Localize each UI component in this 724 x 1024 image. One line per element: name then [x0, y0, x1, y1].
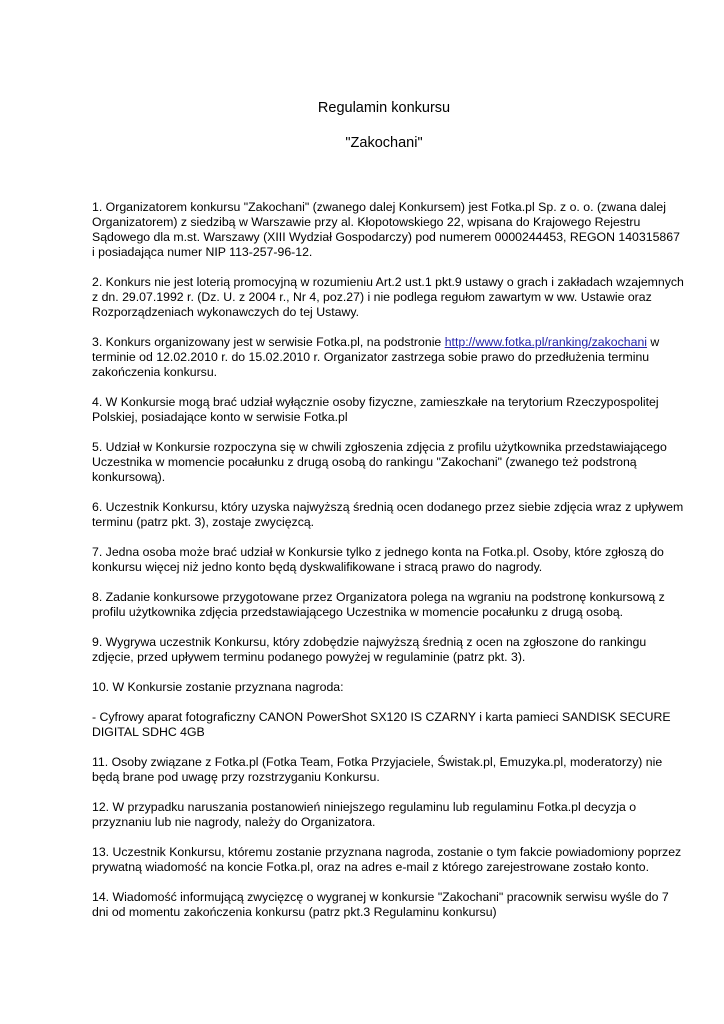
rule-3-text-before: 3. Konkurs organizowany jest w serwisie Fotka.pl, na podstronie	[92, 335, 445, 349]
rule-paragraph-3	[92, 335, 684, 380]
rule-3-text-after: w terminie od 12.02.2010 r. do 15.02.2010 r. Organizator zastrzega sobie prawo do przedłużenia terminu zakończenia konkursu.	[92, 335, 660, 379]
rule-paragraph-11: 11. Osoby związane z Fotka.pl (Fotka Team, Fotka Przyjaciele, Świstak.pl, Emuzyka.pl, moderatorzy) nie będą brane pod uwagę przy rozstrzyganiu Konkursu.	[92, 755, 663, 784]
contest-page-link[interactable]: http://www.fotka.pl/ranking/zakochani	[444, 335, 648, 349]
rule-paragraph-14: 14. Wiadomość informującą zwycięzcę o wygranej w konkursie "Zakochani" pracownik serwisu wyśle do 7 dni od momentu zakończenia konkursu (patrz pkt.3 Regulaminu konkursu)	[92, 890, 669, 919]
rule-paragraph-2: 2. Konkurs nie jest loterią promocyjną w rozumieniu Art.2 ust.1 pkt.9 ustawy o grach i zakładach wzajemnych z dn. 29.07.1992 r. (Dz. U. z 2004 r., Nr 4, poz.27) i nie podlega regułom zawartym w ww. Ustawie oraz Rozporządzeniach wykonawczych do tej Ustawy.	[92, 275, 684, 319]
rule-paragraph-6: 6. Uczestnik Konkursu, który uzyska najwyższą średnią ocen dodanego przez siebie zdjęcia wraz z upływem terminu (patrz pkt. 3), zostaje zwycięzcą.	[92, 500, 684, 529]
rule-paragraph-12: 12. W przypadku naruszania postanowień niniejszego regulaminu lub regulaminu Fotka.pl decyzja o przyznaniu lub nie nagrody, należy do Organizatora.	[92, 800, 637, 829]
rules-list	[92, 200, 684, 935]
rule-paragraph-5: 5. Udział w Konkursie rozpoczyna się w chwili zgłoszenia zdjęcia z profilu użytkownika przedstawiającego Uczestnika w momencie pocałunku z drugą osobą do rankingu "Zakochani" (zwanego też podstroną konkursową).	[92, 440, 667, 484]
document-subtitle: "Zakochani"	[345, 135, 423, 151]
prize-description: - Cyfrowy aparat fotograficzny CANON PowerShot SX120 IS CZARNY i karta pamieci SANDISK SECURE DIGITAL SDHC 4GB	[92, 710, 671, 739]
rule-paragraph-4: 4. W Konkursie mogą brać udział wyłącznie osoby fizyczne, zamieszkałe na terytorium Rzeczypospolitej Polskiej, posiadające konto w serwisie Fotka.pl	[92, 395, 659, 424]
rule-paragraph-8: 8. Zadanie konkursowe przygotowane przez Organizatora polega na wgraniu na podstronę konkursową z profilu użytkownika zdjęcia przedstawiającego Uczestnika w momencie pocałunku z drugą osobą.	[92, 590, 665, 619]
rule-paragraph-9: 9. Wygrywa uczestnik Konkursu, który zdobędzie najwyższą średnią z ocen na zgłoszone do rankingu zdjęcie, przed upływem terminu podanego powyżej w regulaminie (patrz pkt. 3).	[92, 635, 647, 664]
rule-paragraph-10: 10. W Konkursie zostanie przyznana nagroda:	[92, 680, 344, 694]
document-title: Regulamin konkursu	[317, 100, 451, 116]
rule-paragraph-13: 13. Uczestnik Konkursu, któremu zostanie przyznana nagroda, zostanie o tym fakcie powiadomiony poprzez prywatną wiadomość na koncie Fotka.pl, oraz na adres e-mail z którego zarejestrowane zostało konto.	[92, 845, 682, 874]
rule-paragraph-7: 7. Jedna osoba może brać udział w Konkursie tylko z jednego konta na Fotka.pl. Osoby, które zgłoszą do konkursu więcej niż jedno konto będą dyskwalifikowane i stracą prawo do nagrody.	[92, 545, 664, 574]
rule-paragraph-1: 1. Organizatorem konkursu "Zakochani" (zwanego dalej Konkursem) jest Fotka.pl Sp. z o. o. (zwana dalej Organizatorem) z siedzibą w Warszawie przy al. Kłopotowskiego 22, wpisana do Krajowego Rejestru Sądowego dla m.st. Warszawy (XIII Wydział Gospodarczy) pod numerem 0000244453, REGON 140315867 i posiadająca numer NIP 113-257-96-12.	[92, 200, 680, 259]
